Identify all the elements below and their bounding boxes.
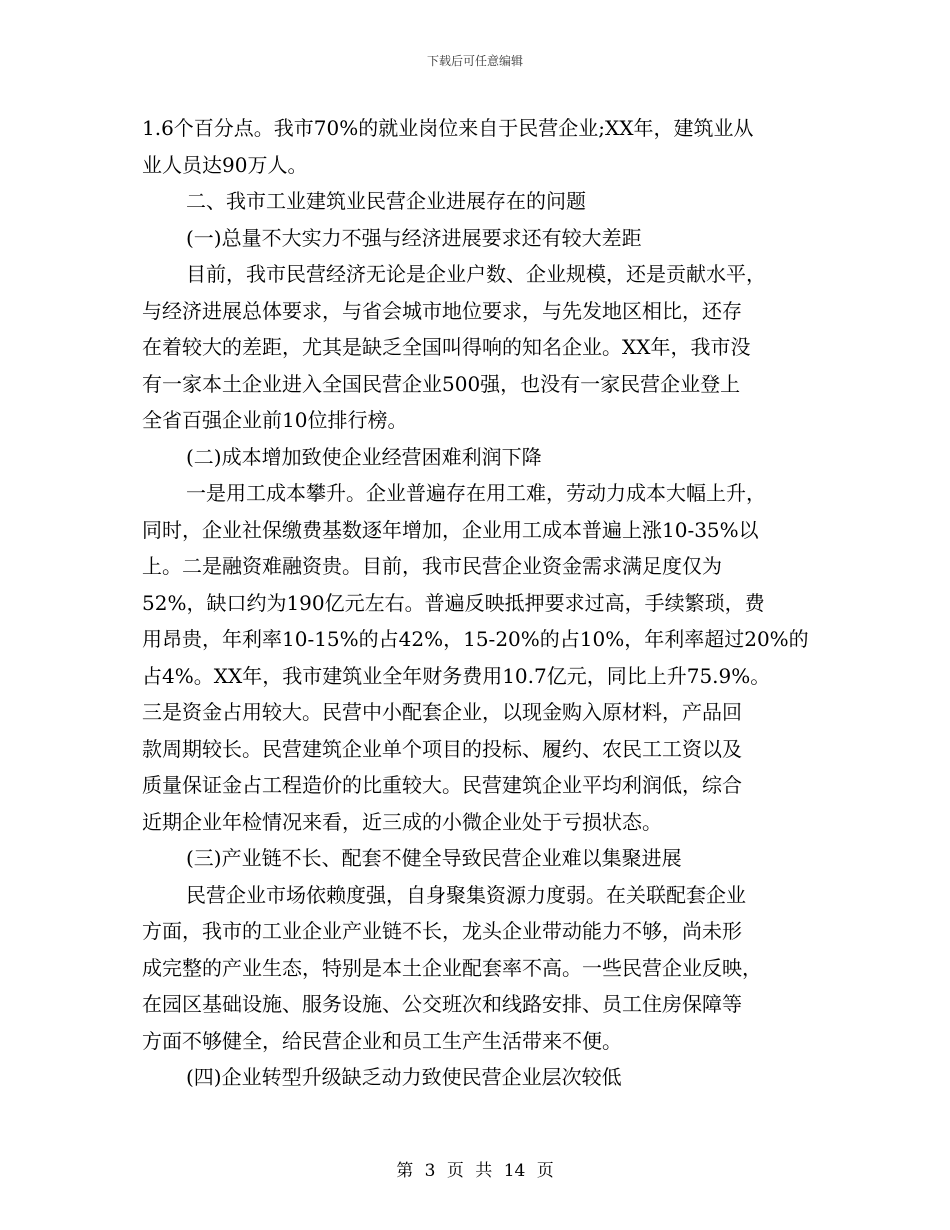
- text-line: 同时，企业社保缴费基数逐年增加，企业用工成本普遍上涨10-35%以: [142, 517, 759, 542]
- text-line: 上。二是融资难融资贵。目前，我市民营企业资金需求满足度仅为: [142, 554, 722, 578]
- text-line: 近期企业年检情况来看，近三成的小微企业处于亏损状态。: [142, 809, 662, 834]
- text-line: 与经济进展总体要求，与省会城市地位要求，与先发地区相比，还存: [142, 298, 742, 323]
- text-line: 1.6个百分点。我市70%的就业岗位来自于民营企业;XX年，建筑业从: [142, 116, 754, 140]
- text-line: 三是资金占用较大。民营中小配套企业，以现金购入原材料，产品回: [142, 700, 742, 724]
- text-line: (四)企业转型升级缺乏动力致使民营企业层次较低: [186, 1065, 622, 1089]
- text-line: (三)产业链不长、配套不健全导致民营企业难以集聚进展: [186, 846, 682, 870]
- text-line: 二、我市工业建筑业民营企业进展存在的问题: [186, 189, 586, 213]
- text-line: (一)总量不大实力不强与经济进展要求还有较大差距: [186, 225, 642, 250]
- text-line: 民营企业市场依赖度强，自身聚集资源力度弱。在关联配套企业: [186, 882, 746, 907]
- text-line: (二)成本增加致使企业经营困难利润下降: [186, 444, 542, 469]
- text-line: 方面不够健全，给民营企业和员工生产生活带来不便。: [142, 1028, 622, 1053]
- text-line: 方面，我市的工业企业产业链不长，龙头企业带动能力不够，尚未形: [142, 919, 742, 943]
- text-line: 在园区基础设施、服务设施、公交班次和线路安排、员工住房保障等: [142, 992, 742, 1016]
- text-line: 全省百强企业前10位排行榜。: [142, 408, 408, 432]
- text-line: 目前，我市民营经济无论是企业户数、企业规模，还是贡献水平，: [186, 262, 766, 286]
- text-line: 52%，缺口约为190亿元左右。普遍反映抵押要求过高，手续繁琐，费: [142, 590, 765, 615]
- page-header: 下载后可任意编辑: [426, 54, 523, 68]
- text-line: 用昂贵，年利率10-15%的占42%，15-20%的占10%，年利率超过20%的: [142, 627, 809, 651]
- text-line: 业人员达90万人。: [142, 152, 308, 177]
- text-line: 成完整的产业生态，特别是本土企业配套率不高。一些民营企业反映，: [142, 955, 762, 980]
- text-line: 在着较大的差距，尤其是缺乏全国叫得响的知名企业。XX年，我市没: [142, 335, 751, 359]
- page-footer: 第 3 页 共 14 页: [396, 1161, 554, 1181]
- text-line: 有一家本土企业进入全国民营企业500强，也没有一家民营企业登上: [142, 371, 741, 396]
- text-line: 质量保证金占工程造价的比重较大。民营建筑企业平均利润低，综合: [142, 773, 742, 797]
- text-line: 占4%。XX年，我市建筑业全年财务费用10.7亿元，同比上升75.9%。: [142, 663, 771, 688]
- text-line: 款周期较长。民营建筑企业单个项目的投标、履约、农民工工资以及: [142, 736, 742, 761]
- text-line: 一是用工成本攀升。企业普遍存在用工难，劳动力成本大幅上升，: [186, 481, 766, 505]
- document-body: [142, 110, 822, 1096]
